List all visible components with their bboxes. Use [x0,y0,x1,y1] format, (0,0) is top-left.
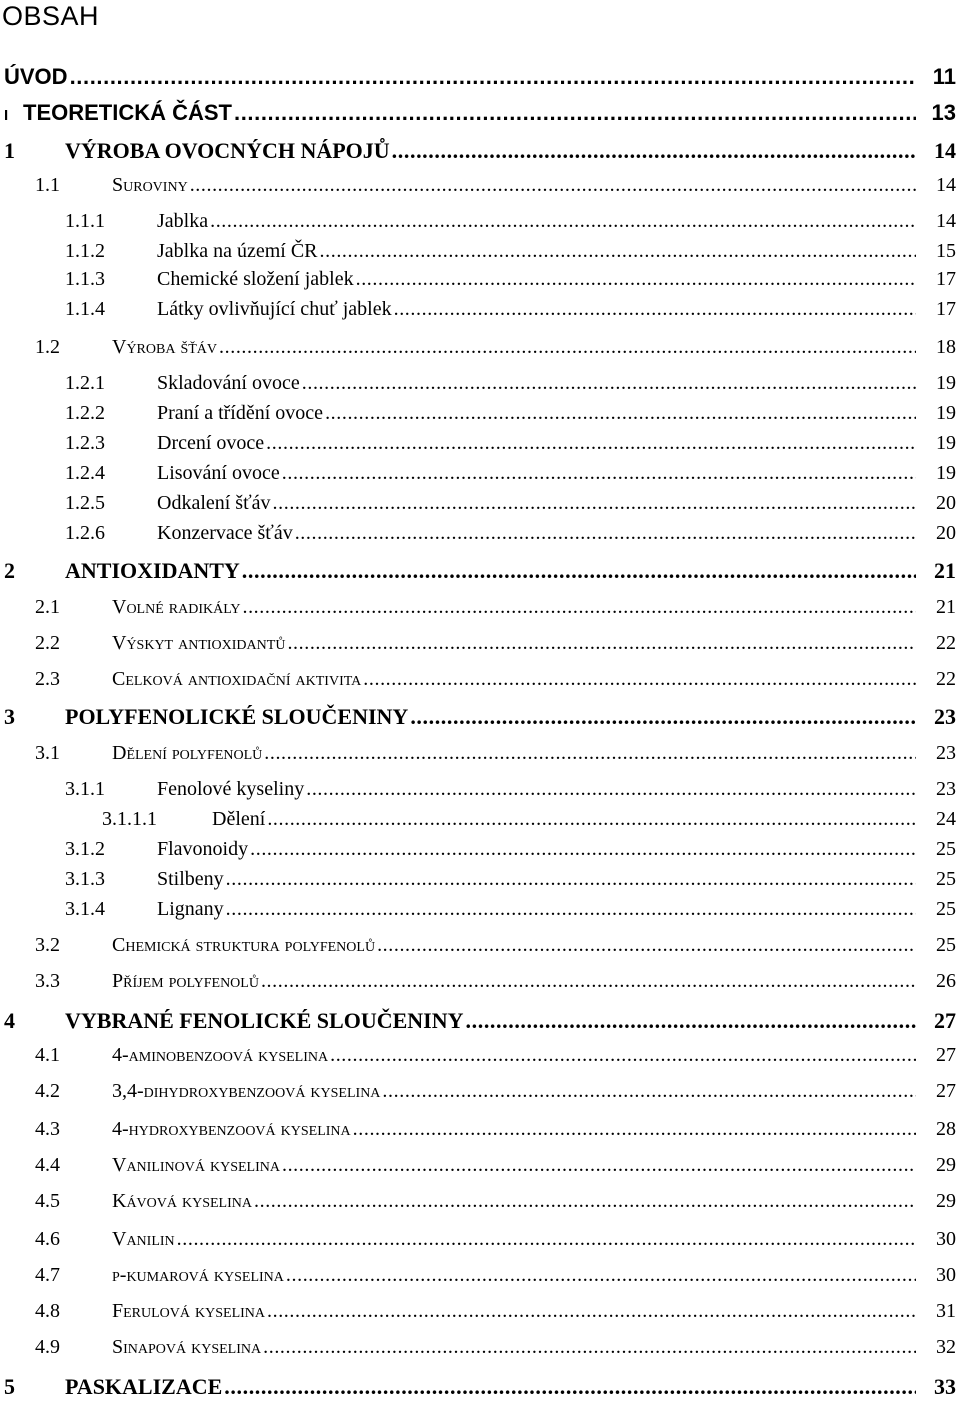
dot-leader [282,462,916,485]
toc-entry-number: 1.1.4 [65,298,105,320]
toc-entry-number: 5 [4,1374,15,1399]
toc-entry-page-number: 21 [934,558,956,583]
toc-entry-page-number: 17 [936,268,956,290]
toc-entry[interactable] [0,668,960,696]
toc-entry-label: VÝROBA OVOCNÝCH NÁPOJŮ [65,138,390,163]
toc-entry-label: POLYFENOLICKÉ SLOUČENINY [65,704,409,729]
toc-entry-number: 4.1 [35,1044,60,1066]
toc-entry-page-number: 20 [936,492,956,514]
toc-entry-label: Chemická struktura polyfenolů [112,934,376,956]
toc-entry[interactable] [0,138,960,166]
toc-entry[interactable] [0,1300,960,1328]
toc-entry-number: 1.1.1 [65,210,105,232]
toc-entry-label: Odkalení šťáv [157,492,271,514]
toc-entry-label: 4-hydroxybenzoová kyselina [112,1118,351,1140]
toc-entry[interactable] [0,492,960,520]
dot-leader [267,1300,916,1323]
toc-entry-page-number: 29 [936,1190,956,1212]
toc-entry-page-number: 23 [936,778,956,800]
dot-leader [356,268,916,291]
dot-leader [264,742,916,765]
toc-entry[interactable] [0,432,960,460]
toc-entry[interactable] [0,704,960,732]
toc-entry-page-number: 17 [936,298,956,320]
toc-entry-label: Dělení [212,808,266,830]
toc-entry-label: Příjem polyfenolů [112,970,259,992]
dot-leader [267,808,916,831]
toc-entry-label: Výskyt antioxidantů [112,632,286,654]
dot-leader [224,1374,916,1400]
toc-entry-number: 4.2 [35,1080,60,1102]
toc-entry[interactable] [0,1154,960,1182]
toc-entry-number: 4.9 [35,1336,60,1358]
toc-entry-label: Dělení polyfenolů [112,742,263,764]
toc-entry-number: 3.1.1 [65,778,105,800]
toc-entry-page-number: 20 [936,522,956,544]
dot-leader [363,668,916,691]
dot-leader [219,336,916,359]
toc-entry-number: 1.2.4 [65,462,105,484]
dot-leader [242,558,916,584]
toc-entry[interactable] [0,1336,960,1364]
toc-entry-number: 2.1 [35,596,60,618]
toc-entry-page-number: 30 [936,1228,956,1250]
toc-entry[interactable] [0,1008,960,1036]
toc-entry-number: 3.1 [35,742,60,764]
toc-entry[interactable] [0,596,960,624]
toc-entry-label: ANTIOXIDANTY [65,558,240,583]
toc-entry-page-number: 31 [936,1300,956,1322]
toc-entry-label: Praní a třídění ovoce [157,402,324,424]
toc-entry-page-number: 19 [936,432,956,454]
toc-entry-number: 4.3 [35,1118,60,1140]
toc-entry[interactable] [0,868,960,896]
toc-entry[interactable] [0,174,960,202]
dot-leader [263,1336,916,1359]
toc-entry-number: 3.1.3 [65,868,105,890]
toc-entry-page-number: 19 [936,402,956,424]
toc-entry-label: Skladování ovoce [157,372,300,394]
toc-entry-page-number: 14 [936,174,956,196]
dot-leader [287,632,916,655]
toc-entry-number: 1.2.6 [65,522,105,544]
dot-leader [295,522,916,545]
toc-entry-number: I [4,107,9,124]
dot-leader [190,174,916,197]
toc-entry-number: 1.2.5 [65,492,105,514]
toc-entry-label: 3,4-dihydroxybenzoová kyselina [112,1080,381,1102]
dot-leader [466,1008,916,1034]
toc-entry-page-number: 22 [936,632,956,654]
toc-entry-page-number: 23 [934,704,956,729]
toc-entry[interactable] [0,522,960,550]
toc-entry-label: Celková antioxidační aktivita [112,668,362,690]
dot-leader [286,1264,916,1287]
dot-leader [302,372,916,395]
toc-entry-label: PASKALIZACE [65,1374,223,1399]
toc-entry-label: Jablka [157,210,209,232]
toc-entry-label: Výroba šťáv [112,336,218,358]
toc-entry-label: ÚVOD [4,64,68,89]
toc-entry[interactable] [0,1118,960,1146]
toc-entry[interactable] [0,898,960,926]
toc-entry-page-number: 27 [936,1080,956,1102]
toc-entry-number: 2.2 [35,632,60,654]
toc-entry-number: 4.4 [35,1154,60,1176]
toc-entry[interactable] [0,336,960,364]
toc-entry-page-number: 25 [936,868,956,890]
dot-leader [254,1190,916,1213]
toc-entry-number: 2.3 [35,668,60,690]
toc-entry[interactable] [0,808,960,836]
toc-entry-label: Volné radikály [112,596,241,618]
dot-leader [320,240,916,263]
toc-entry[interactable] [0,742,960,770]
toc-entry-number: 3 [4,704,15,729]
dot-leader [282,1154,916,1177]
toc-entry-page-number: 23 [936,742,956,764]
toc-entry-page-number: 24 [936,808,956,830]
toc-entry-label: VYBRANÉ FENOLICKÉ SLOUČENINY [65,1008,464,1033]
toc-entry-label: Drcení ovoce [157,432,265,454]
toc-entry-label: Látky ovlivňující chuť jablek [157,298,392,320]
toc-entry-label: Suroviny [112,174,188,196]
toc-entry-number: 1.1.3 [65,268,105,290]
toc-entry[interactable] [0,970,960,998]
toc-entry-number: 1.2.1 [65,372,105,394]
toc-entry-label: TEORETICKÁ ČÁST [23,100,232,125]
toc-entry-page-number: 27 [934,1008,956,1033]
toc-entry-label: Sinapová kyselina [112,1336,262,1358]
toc-entry-page-number: 26 [936,970,956,992]
toc-entry-number: 1 [4,138,15,163]
dot-leader [273,492,916,515]
toc-entry-page-number: 30 [936,1264,956,1286]
toc-entry[interactable] [0,838,960,866]
toc-entry-page-number: 19 [936,462,956,484]
toc-entry-label: 4-aminobenzoová kyselina [112,1044,329,1066]
dot-leader [392,138,916,164]
dot-leader [70,64,916,90]
toc-entry-page-number: 25 [936,898,956,920]
toc-entry-number: 1.2 [35,336,60,358]
dot-leader [382,1080,916,1103]
toc-entry-number: 3.2 [35,934,60,956]
toc-entry-label: Flavonoidy [157,838,249,860]
toc-entry[interactable] [0,240,960,268]
toc-entry-number: 3.1.1.1 [102,808,157,830]
toc-entry-page-number: 11 [932,64,956,89]
toc-entry-label: Konzervace šťáv [157,522,293,544]
toc-entry-number: 2 [4,558,15,583]
dot-leader [325,402,916,425]
toc-entry-number: 3.3 [35,970,60,992]
toc-entry-label: Vanilinová kyselina [112,1154,280,1176]
toc-entry[interactable] [0,778,960,806]
toc-entry[interactable] [0,402,960,430]
toc-entry-label: Lisování ovoce [157,462,280,484]
toc-entry[interactable] [0,100,960,128]
toc-entry-number: 4 [4,1008,15,1033]
toc-entry[interactable] [0,1228,960,1256]
dot-leader [234,100,916,126]
toc-entry-number: 4.7 [35,1264,60,1286]
dot-leader [266,432,916,455]
dot-leader [330,1044,916,1067]
dot-leader [226,898,916,921]
dot-leader [261,970,916,993]
toc-entry-number: 4.6 [35,1228,60,1250]
toc-entry[interactable] [0,64,960,92]
toc-entry-label: Ferulová kyselina [112,1300,265,1322]
toc-entry[interactable] [0,298,960,326]
dot-leader [394,298,916,321]
toc-entry-label: p-kumarová kyselina [112,1264,284,1286]
toc-entry-label: Chemické složení jablek [157,268,354,290]
page-title: OBSAH [2,1,100,31]
toc-entry[interactable] [0,1080,960,1108]
toc-entry-label: Kávová kyselina [112,1190,252,1212]
toc-entry-page-number: 15 [936,240,956,262]
dot-leader [177,1228,916,1251]
toc-entry-page-number: 14 [934,138,956,163]
toc-entry[interactable] [0,632,960,660]
toc-entry[interactable] [0,268,960,296]
toc-entry-number: 1.1 [35,174,60,196]
toc-entry-page-number: 25 [936,838,956,860]
dot-leader [242,596,916,619]
toc-entry-label: Lignany [157,898,224,920]
toc-entry[interactable] [0,1190,960,1218]
toc-entry[interactable] [0,1264,960,1292]
dot-leader [226,868,916,891]
toc-entry-page-number: 27 [936,1044,956,1066]
toc-entry-number: 3.1.2 [65,838,105,860]
toc-entry[interactable] [0,462,960,490]
toc-entry-page-number: 28 [936,1118,956,1140]
toc-entry-page-number: 29 [936,1154,956,1176]
toc-entry[interactable] [0,210,960,238]
toc-entry-page-number: 14 [936,210,956,232]
toc-entry-number: 1.2.3 [65,432,105,454]
dot-leader [353,1118,916,1141]
toc-entry-number: 4.8 [35,1300,60,1322]
toc-entry[interactable] [0,1044,960,1072]
toc-entry-page-number: 18 [936,336,956,358]
toc-entry-page-number: 19 [936,372,956,394]
toc-entry-page-number: 32 [936,1336,956,1358]
toc-entry[interactable] [0,558,960,586]
dot-leader [250,838,916,861]
dot-leader [410,704,916,730]
dot-leader [210,210,916,233]
dot-leader [306,778,916,801]
toc-entry-page-number: 22 [936,668,956,690]
toc-entry-page-number: 25 [936,934,956,956]
toc-entry[interactable] [0,934,960,962]
toc-entry-page-number: 21 [936,596,956,618]
toc-entry-page-number: 33 [934,1374,956,1399]
toc-entry-number: 3.1.4 [65,898,105,920]
toc-entry-number: 1.2.2 [65,402,105,424]
dot-leader [377,934,916,957]
toc-entry-number: 4.5 [35,1190,60,1212]
toc-entry-label: Stilbeny [157,868,224,890]
toc-entry-label: Vanilin [112,1228,175,1250]
toc-entry-label: Fenolové kyseliny [157,778,305,800]
toc-entry[interactable] [0,372,960,400]
toc-entry-label: Jablka na území ČR [157,240,318,262]
toc-entry-page-number: 13 [931,100,956,125]
toc-entry-number: 1.1.2 [65,240,105,262]
